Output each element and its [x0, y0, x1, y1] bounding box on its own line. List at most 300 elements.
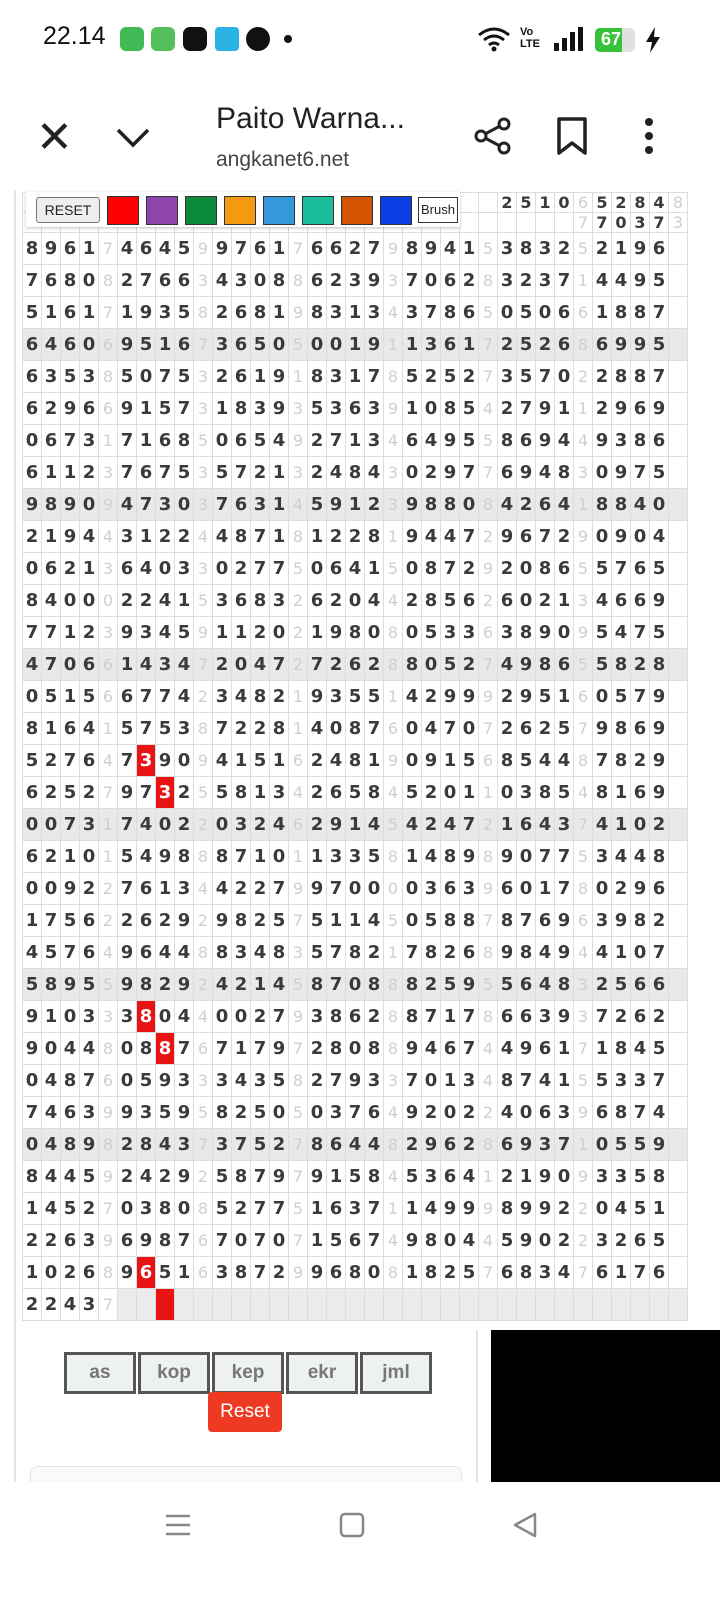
grid-cell[interactable] [669, 1193, 688, 1225]
grid-cell[interactable]: 3 [232, 265, 251, 297]
grid-cell[interactable]: 8 [612, 1097, 631, 1129]
grid-cell[interactable]: 4 [346, 1129, 365, 1161]
grid-cell[interactable]: 3 [384, 457, 403, 489]
grid-cell[interactable]: 9 [213, 905, 232, 937]
grid-cell[interactable]: 1 [232, 1033, 251, 1065]
grid-cell[interactable]: 2 [574, 1193, 593, 1225]
control-button-jml[interactable]: jml [360, 1352, 432, 1394]
grid-cell[interactable]: 3 [289, 457, 308, 489]
grid-cell[interactable]: 9 [631, 265, 650, 297]
grid-cell[interactable]: 0 [403, 873, 422, 905]
grid-cell[interactable]: 9 [612, 329, 631, 361]
grid-cell[interactable] [669, 777, 688, 809]
grid-cell[interactable]: 0 [536, 297, 555, 329]
grid-cell[interactable]: 7 [23, 617, 42, 649]
grid-cell[interactable]: 5 [555, 713, 574, 745]
grid-cell[interactable]: 8 [346, 937, 365, 969]
grid-cell[interactable]: 6 [555, 649, 574, 681]
grid-cell[interactable]: 4 [422, 841, 441, 873]
grid-cell[interactable]: 6 [99, 329, 118, 361]
grid-cell[interactable]: 4 [536, 1065, 555, 1097]
grid-cell[interactable]: 6 [327, 1257, 346, 1289]
grid-cell[interactable]: 9 [517, 457, 536, 489]
grid-cell[interactable]: 7 [650, 297, 669, 329]
grid-cell[interactable]: 6 [232, 425, 251, 457]
grid-cell[interactable]: 6 [346, 1001, 365, 1033]
color-swatch[interactable] [146, 196, 178, 225]
grid-cell[interactable] [669, 937, 688, 969]
grid-cell[interactable]: 4 [251, 649, 270, 681]
grid-cell[interactable]: 3 [422, 329, 441, 361]
grid-cell[interactable]: 0 [156, 809, 175, 841]
grid-cell[interactable]: 1 [555, 1065, 574, 1097]
grid-cell[interactable]: 5 [517, 193, 536, 213]
grid-cell[interactable]: 5 [536, 681, 555, 713]
grid-cell[interactable]: 3 [612, 1161, 631, 1193]
grid-cell[interactable]: 8 [23, 233, 42, 265]
grid-cell[interactable]: 4 [536, 969, 555, 1001]
grid-cell[interactable]: 4 [251, 937, 270, 969]
grid-cell[interactable]: 6 [232, 329, 251, 361]
grid-cell[interactable]: 3 [574, 969, 593, 1001]
grid-cell[interactable]: 5 [479, 233, 498, 265]
grid-cell[interactable]: 9 [384, 393, 403, 425]
grid-cell[interactable]: 1 [536, 873, 555, 905]
grid-cell[interactable]: 8 [536, 649, 555, 681]
grid-cell[interactable]: 7 [251, 553, 270, 585]
grid-cell[interactable]: 1 [612, 777, 631, 809]
grid-cell[interactable]: 1 [213, 617, 232, 649]
grid-cell[interactable] [384, 1289, 403, 1321]
grid-cell[interactable]: 1 [612, 809, 631, 841]
grid-cell[interactable]: 5 [137, 1065, 156, 1097]
grid-cell[interactable]: 4 [574, 777, 593, 809]
grid-cell[interactable]: 1 [479, 1161, 498, 1193]
grid-cell[interactable]: 2 [422, 457, 441, 489]
grid-cell[interactable]: 9 [517, 1129, 536, 1161]
grid-cell[interactable]: 2 [327, 585, 346, 617]
highlighted-cell[interactable]: 8 [156, 1033, 175, 1065]
grid-cell[interactable]: 4 [555, 1257, 574, 1289]
grid-cell[interactable]: 6 [99, 1065, 118, 1097]
grid-cell[interactable]: 8 [61, 1129, 80, 1161]
grid-cell[interactable]: 7 [460, 457, 479, 489]
grid-cell[interactable]: 3 [80, 361, 99, 393]
grid-cell[interactable]: 0 [631, 521, 650, 553]
grid-cell[interactable]: 6 [137, 937, 156, 969]
grid-cell[interactable]: 0 [612, 213, 631, 233]
grid-cell[interactable]: 0 [23, 873, 42, 905]
grid-cell[interactable]: 2 [327, 265, 346, 297]
grid-cell[interactable]: 3 [327, 297, 346, 329]
grid-cell[interactable]: 5 [441, 649, 460, 681]
grid-cell[interactable]: 3 [536, 233, 555, 265]
grid-cell[interactable]: 9 [61, 521, 80, 553]
grid-cell[interactable]: 0 [42, 809, 61, 841]
grid-cell[interactable]: 8 [156, 1225, 175, 1257]
grid-cell[interactable]: 4 [80, 1033, 99, 1065]
grid-cell[interactable]: 6 [61, 713, 80, 745]
more-vert-icon[interactable] [629, 116, 669, 156]
grid-cell[interactable]: 7 [213, 1225, 232, 1257]
grid-cell[interactable]: 0 [460, 713, 479, 745]
grid-cell[interactable]: 8 [384, 649, 403, 681]
grid-cell[interactable]: 1 [213, 393, 232, 425]
grid-cell[interactable]: 8 [517, 1257, 536, 1289]
grid-cell[interactable]: 4 [99, 937, 118, 969]
grid-cell[interactable]: 3 [289, 937, 308, 969]
grid-cell[interactable]: 4 [460, 1161, 479, 1193]
grid-cell[interactable]: 6 [650, 1257, 669, 1289]
grid-cell[interactable]: 8 [403, 969, 422, 1001]
grid-cell[interactable]: 6 [498, 457, 517, 489]
grid-cell[interactable]: 4 [422, 425, 441, 457]
grid-cell[interactable]: 6 [631, 553, 650, 585]
grid-cell[interactable]: 0 [384, 873, 403, 905]
grid-cell[interactable]: 7 [118, 425, 137, 457]
grid-cell[interactable]: 9 [270, 393, 289, 425]
grid-cell[interactable]: 3 [194, 393, 213, 425]
grid-cell[interactable]: 6 [555, 297, 574, 329]
grid-cell[interactable]: 4 [422, 1193, 441, 1225]
grid-cell[interactable]: 7 [517, 1065, 536, 1097]
grid-cell[interactable] [593, 1289, 612, 1321]
grid-cell[interactable]: 5 [593, 649, 612, 681]
grid-cell[interactable]: 0 [517, 873, 536, 905]
grid-cell[interactable]: 2 [251, 457, 270, 489]
grid-cell[interactable]: 8 [289, 521, 308, 553]
grid-cell[interactable]: 3 [365, 425, 384, 457]
grid-cell[interactable]: 8 [612, 1033, 631, 1065]
grid-cell[interactable]: 3 [384, 265, 403, 297]
grid-cell[interactable]: 3 [631, 213, 650, 233]
grid-cell[interactable]: 9 [403, 1097, 422, 1129]
grid-cell[interactable]: 5 [251, 1097, 270, 1129]
grid-cell[interactable]: 7 [270, 873, 289, 905]
grid-cell[interactable]: 4 [99, 745, 118, 777]
grid-cell[interactable]: 8 [365, 1161, 384, 1193]
grid-cell[interactable]: 7 [650, 937, 669, 969]
grid-cell[interactable]: 7 [517, 905, 536, 937]
grid-cell[interactable]: 5 [574, 233, 593, 265]
grid-cell[interactable]: 4 [555, 489, 574, 521]
grid-cell[interactable]: 8 [593, 489, 612, 521]
grid-cell[interactable]: 8 [308, 361, 327, 393]
grid-cell[interactable]: 9 [61, 489, 80, 521]
grid-cell[interactable]: 2 [536, 329, 555, 361]
grid-cell[interactable]: 0 [631, 809, 650, 841]
grid-cell[interactable]: 2 [498, 193, 517, 213]
control-button-ekr[interactable]: ekr [286, 1352, 358, 1394]
grid-cell[interactable]: 1 [574, 265, 593, 297]
grid-cell[interactable]: 8 [365, 969, 384, 1001]
grid-cell[interactable]: 2 [99, 905, 118, 937]
grid-cell[interactable]: 1 [99, 425, 118, 457]
grid-cell[interactable]: 5 [308, 489, 327, 521]
grid-cell[interactable]: 6 [99, 649, 118, 681]
grid-cell[interactable]: 4 [99, 521, 118, 553]
grid-cell[interactable]: 6 [156, 265, 175, 297]
grid-cell[interactable]: 7 [479, 361, 498, 393]
grid-cell[interactable]: 3 [194, 489, 213, 521]
grid-cell[interactable]: 6 [593, 1097, 612, 1129]
grid-cell[interactable]: 4 [194, 873, 213, 905]
grid-cell[interactable]: 1 [23, 1257, 42, 1289]
grid-cell[interactable]: 7 [251, 1193, 270, 1225]
grid-cell[interactable]: 3 [517, 777, 536, 809]
grid-cell[interactable]: 6 [80, 393, 99, 425]
grid-cell[interactable]: 5 [441, 585, 460, 617]
grid-cell[interactable]: 9 [441, 681, 460, 713]
grid-cell[interactable]: 2 [441, 937, 460, 969]
grid-cell[interactable]: 2 [612, 1001, 631, 1033]
grid-cell[interactable]: 2 [232, 713, 251, 745]
grid-cell[interactable]: 1 [42, 713, 61, 745]
grid-cell[interactable]: 6 [175, 329, 194, 361]
grid-cell[interactable]: 9 [270, 361, 289, 393]
grid-cell[interactable]: 5 [460, 1257, 479, 1289]
grid-cell[interactable] [213, 1289, 232, 1321]
grid-cell[interactable]: 1 [441, 745, 460, 777]
grid-cell[interactable]: 1 [403, 393, 422, 425]
grid-cell[interactable]: 1 [574, 489, 593, 521]
grid-cell[interactable]: 1 [137, 425, 156, 457]
grid-cell[interactable]: 4 [536, 937, 555, 969]
grid-cell[interactable]: 2 [137, 585, 156, 617]
grid-cell[interactable]: 4 [42, 1193, 61, 1225]
grid-cell[interactable]: 8 [365, 777, 384, 809]
grid-cell[interactable]: 3 [612, 1065, 631, 1097]
grid-cell[interactable]: 0 [555, 193, 574, 213]
grid-cell[interactable]: 7 [156, 457, 175, 489]
grid-cell[interactable]: 4 [289, 777, 308, 809]
grid-cell[interactable]: 0 [517, 553, 536, 585]
grid-cell[interactable]: 1 [612, 937, 631, 969]
grid-cell[interactable]: 5 [650, 329, 669, 361]
grid-cell[interactable]: 7 [251, 521, 270, 553]
grid-cell[interactable]: 5 [517, 329, 536, 361]
grid-cell[interactable]: 5 [441, 361, 460, 393]
grid-cell[interactable]: 7 [61, 809, 80, 841]
grid-cell[interactable]: 8 [650, 1161, 669, 1193]
grid-cell[interactable]: 4 [175, 937, 194, 969]
grid-cell[interactable]: 5 [156, 393, 175, 425]
grid-cell[interactable]: 8 [384, 1001, 403, 1033]
grid-cell[interactable]: 5 [99, 969, 118, 1001]
grid-cell[interactable]: 3 [270, 777, 289, 809]
grid-cell[interactable]: 2 [61, 1257, 80, 1289]
grid-cell[interactable]: 2 [612, 1225, 631, 1257]
grid-cell[interactable]: 6 [441, 265, 460, 297]
grid-cell[interactable]: 2 [612, 873, 631, 905]
color-swatch[interactable] [341, 196, 373, 225]
grid-cell[interactable]: 5 [289, 969, 308, 1001]
grid-cell[interactable]: 4 [213, 969, 232, 1001]
grid-cell[interactable]: 2 [308, 1065, 327, 1097]
grid-cell[interactable]: 9 [593, 713, 612, 745]
grid-cell[interactable]: 7 [650, 1065, 669, 1097]
grid-cell[interactable]: 0 [156, 553, 175, 585]
grid-cell[interactable]: 2 [593, 233, 612, 265]
grid-cell[interactable]: 7 [574, 1257, 593, 1289]
grid-cell[interactable] [517, 213, 536, 233]
grid-cell[interactable]: 2 [194, 681, 213, 713]
grid-cell[interactable]: 6 [308, 233, 327, 265]
grid-cell[interactable]: 1 [80, 233, 99, 265]
grid-cell[interactable]: 4 [384, 1161, 403, 1193]
grid-cell[interactable]: 5 [650, 553, 669, 585]
grid-cell[interactable]: 0 [593, 457, 612, 489]
grid-cell[interactable]: 8 [346, 713, 365, 745]
grid-cell[interactable]: 7 [593, 745, 612, 777]
grid-cell[interactable]: 9 [536, 393, 555, 425]
grid-cell[interactable]: 1 [270, 233, 289, 265]
grid-cell[interactable]: 7 [365, 361, 384, 393]
grid-cell[interactable]: 6 [61, 329, 80, 361]
grid-cell[interactable]: 4 [118, 233, 137, 265]
grid-cell[interactable]: 7 [118, 873, 137, 905]
grid-cell[interactable]: 9 [612, 393, 631, 425]
grid-cell[interactable]: 8 [612, 713, 631, 745]
grid-cell[interactable]: 4 [42, 329, 61, 361]
grid-cell[interactable]: 7 [156, 361, 175, 393]
grid-cell[interactable]: 3 [593, 905, 612, 937]
grid-cell[interactable]: 4 [612, 1193, 631, 1225]
grid-cell[interactable]: 5 [479, 297, 498, 329]
grid-cell[interactable]: 2 [422, 1097, 441, 1129]
grid-cell[interactable]: 5 [289, 1097, 308, 1129]
grid-cell[interactable]: 4 [631, 1033, 650, 1065]
grid-cell[interactable]: 2 [422, 777, 441, 809]
grid-cell[interactable]: 4 [650, 521, 669, 553]
grid-cell[interactable]: 0 [422, 649, 441, 681]
grid-cell[interactable]: 5 [650, 457, 669, 489]
grid-cell[interactable]: 7 [194, 1129, 213, 1161]
grid-cell[interactable]: 3 [80, 809, 99, 841]
grid-cell[interactable]: 8 [536, 777, 555, 809]
color-swatch[interactable] [224, 196, 256, 225]
grid-cell[interactable]: 0 [650, 489, 669, 521]
grid-cell[interactable]: 8 [384, 617, 403, 649]
grid-cell[interactable] [251, 1289, 270, 1321]
grid-cell[interactable]: 0 [99, 585, 118, 617]
grid-cell[interactable] [327, 1289, 346, 1321]
grid-cell[interactable]: 3 [156, 489, 175, 521]
grid-cell[interactable]: 7 [403, 265, 422, 297]
grid-cell[interactable]: 0 [346, 873, 365, 905]
grid-cell[interactable]: 3 [194, 265, 213, 297]
grid-cell[interactable]: 9 [650, 585, 669, 617]
grid-cell[interactable]: 7 [327, 937, 346, 969]
grid-cell[interactable]: 8 [422, 1225, 441, 1257]
grid-cell[interactable]: 9 [555, 937, 574, 969]
grid-cell[interactable]: 7 [479, 649, 498, 681]
grid-cell[interactable]: 9 [346, 1065, 365, 1097]
grid-cell[interactable]: 8 [308, 969, 327, 1001]
grid-cell[interactable]: 7 [175, 393, 194, 425]
grid-cell[interactable]: 6 [650, 233, 669, 265]
grid-cell[interactable]: 5 [213, 457, 232, 489]
grid-cell[interactable]: 6 [137, 233, 156, 265]
grid-cell[interactable]: 7 [555, 265, 574, 297]
grid-cell[interactable]: 7 [441, 553, 460, 585]
grid-cell[interactable]: 6 [232, 297, 251, 329]
grid-cell[interactable]: 3 [80, 425, 99, 457]
grid-cell[interactable]: 2 [156, 969, 175, 1001]
grid-cell[interactable]: 5 [593, 193, 612, 213]
grid-cell[interactable] [669, 553, 688, 585]
grid-cell[interactable]: 8 [498, 1193, 517, 1225]
grid-cell[interactable]: 4 [61, 1289, 80, 1321]
grid-cell[interactable]: 7 [460, 1033, 479, 1065]
grid-cell[interactable]: 6 [498, 1001, 517, 1033]
grid-cell[interactable] [308, 1289, 327, 1321]
grid-cell[interactable]: 2 [42, 777, 61, 809]
grid-cell[interactable]: 3 [536, 1129, 555, 1161]
grid-cell[interactable]: 4 [593, 937, 612, 969]
grid-cell[interactable]: 8 [555, 457, 574, 489]
grid-cell[interactable]: 7 [308, 649, 327, 681]
grid-cell[interactable]: 6 [42, 553, 61, 585]
grid-cell[interactable]: 3 [118, 521, 137, 553]
grid-cell[interactable]: 8 [441, 841, 460, 873]
grid-cell[interactable]: 7 [631, 1097, 650, 1129]
grid-cell[interactable]: 9 [441, 1193, 460, 1225]
grid-cell[interactable]: 7 [479, 1257, 498, 1289]
grid-cell[interactable]: 1 [42, 521, 61, 553]
grid-cell[interactable]: 5 [23, 745, 42, 777]
grid-cell[interactable]: 7 [460, 521, 479, 553]
grid-cell[interactable]: 8 [631, 425, 650, 457]
grid-cell[interactable]: 8 [479, 265, 498, 297]
grid-cell[interactable]: 4 [365, 585, 384, 617]
grid-cell[interactable]: 2 [498, 713, 517, 745]
grid-cell[interactable]: 8 [479, 1001, 498, 1033]
grid-cell[interactable]: 3 [384, 489, 403, 521]
grid-cell[interactable]: 4 [156, 233, 175, 265]
grid-cell[interactable]: 5 [517, 745, 536, 777]
grid-cell[interactable]: 3 [327, 681, 346, 713]
control-button-kop[interactable]: kop [138, 1352, 210, 1394]
grid-cell[interactable]: 9 [175, 1161, 194, 1193]
grid-cell[interactable]: 6 [593, 1257, 612, 1289]
grid-cell[interactable]: 5 [175, 233, 194, 265]
grid-cell[interactable]: 9 [327, 809, 346, 841]
grid-cell[interactable]: 1 [346, 425, 365, 457]
grid-cell[interactable]: 5 [403, 777, 422, 809]
grid-cell[interactable] [669, 585, 688, 617]
grid-cell[interactable]: 3 [536, 1001, 555, 1033]
chevron-down-icon[interactable] [116, 120, 150, 154]
grid-cell[interactable]: 0 [42, 1033, 61, 1065]
grid-cell[interactable]: 7 [289, 1225, 308, 1257]
grid-cell[interactable]: 7 [441, 713, 460, 745]
grid-cell[interactable]: 6 [650, 873, 669, 905]
grid-cell[interactable]: 8 [232, 905, 251, 937]
grid-cell[interactable]: 0 [232, 1225, 251, 1257]
grid-cell[interactable]: 4 [213, 521, 232, 553]
grid-cell[interactable]: 8 [517, 937, 536, 969]
grid-cell[interactable]: 5 [175, 297, 194, 329]
grid-cell[interactable] [479, 1289, 498, 1321]
grid-cell[interactable]: 3 [175, 1129, 194, 1161]
grid-cell[interactable]: 8 [422, 585, 441, 617]
grid-cell[interactable]: 1 [403, 1257, 422, 1289]
grid-cell[interactable]: 2 [650, 905, 669, 937]
grid-cell[interactable]: 5 [612, 969, 631, 1001]
grid-cell[interactable]: 3 [555, 1097, 574, 1129]
grid-cell[interactable]: 0 [80, 329, 99, 361]
